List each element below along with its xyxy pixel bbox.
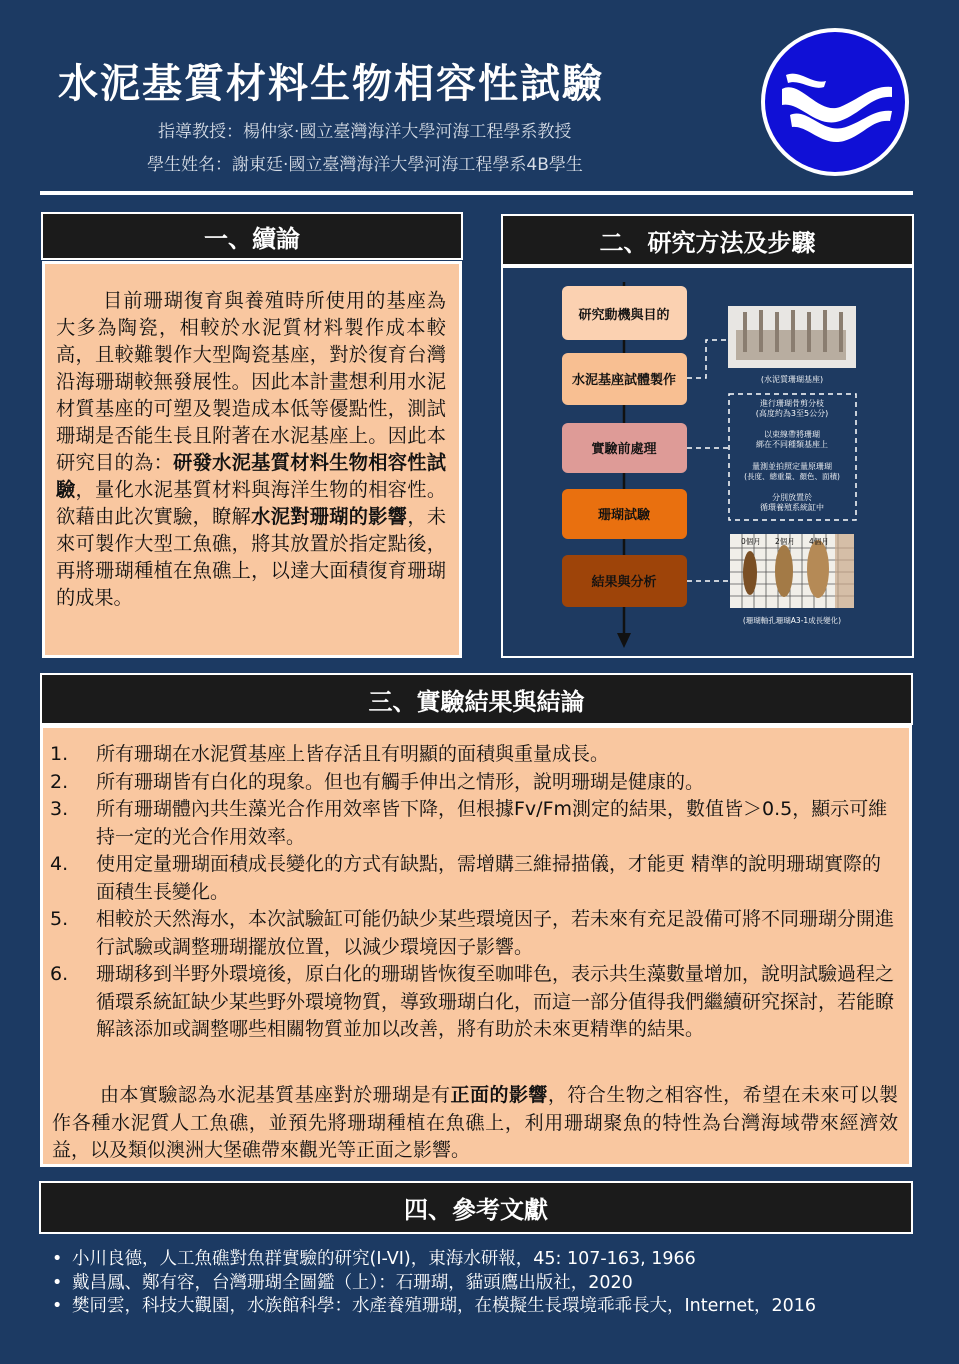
references-heading: 四、參考文獻 bbox=[39, 1181, 913, 1234]
note-line-8: 循環養殖系統缸中 bbox=[760, 503, 824, 512]
note-line-3: 以束線帶將珊瑚 bbox=[764, 430, 820, 439]
note-line-7: 分別放置於 bbox=[772, 493, 812, 502]
growth-label-4: 4個月 bbox=[809, 537, 829, 546]
header-divider bbox=[40, 191, 913, 195]
intro-text-c: ，未來可製作大型工魚礁，將其放置於指定點後，再將珊瑚種植在魚礁上，以達大面積復育珊瑚的成果。 bbox=[56, 505, 447, 609]
student-line: 學生姓名：謝東廷‧國立臺灣海洋大學河海工程學系4B學生 bbox=[147, 155, 583, 175]
note-line-6: (長度、總重量、顏色、面積) bbox=[744, 472, 840, 481]
method-heading: 二、研究方法及步驟 bbox=[501, 214, 914, 266]
intro-bold-a: 研發水泥基質材料生物相容性試驗 bbox=[56, 451, 447, 501]
growth-photo-caption: (珊瑚軸孔珊瑚A3-1成長變化) bbox=[742, 616, 842, 625]
intro-text bbox=[56, 287, 446, 611]
results-list bbox=[50, 741, 900, 1044]
result-item: 5. 相較於天然海水，本次試驗缸可能仍缺少某些環境因子，若未來有充足設備可將不同珊瑚分開進行試驗或調整珊瑚擺放位置，以減少環境因子影響。 bbox=[50, 908, 895, 958]
growth-label-0: 0個月 bbox=[741, 537, 761, 546]
note-line-5: 量測並拍照定量原珊瑚 bbox=[752, 462, 832, 471]
note-line-4: 綁在不同種類基座上 bbox=[756, 440, 828, 449]
conclusion-bold: 正面的影響 bbox=[450, 1084, 548, 1106]
cement-photo-caption: (水泥質珊瑚基座) bbox=[760, 375, 824, 384]
step-label-4: 珊瑚試驗 bbox=[597, 508, 651, 523]
result-item: 1. 所有珊瑚在水泥質基座上皆存活且有明顯的面積與重量成長。 bbox=[50, 743, 610, 765]
intro-text-b: ，量化水泥基質材料與海洋生物的相容性。欲藉由此次實驗，瞭解 bbox=[56, 478, 447, 528]
references-list bbox=[50, 1248, 910, 1319]
step-label-1: 研究動機與目的 bbox=[578, 308, 670, 323]
note-line-1: 進行珊瑚骨剪分枝 bbox=[760, 399, 824, 408]
result-item: 2. 所有珊瑚皆有白化的現象。但也有觸手伸出之情形，說明珊瑚是健康的。 bbox=[50, 770, 705, 793]
reference-item: • 樊同雲，科技大觀園，水族館科學：水產養殖珊瑚，在模擬生長環境乖乖長大，Internet，2016 bbox=[50, 1295, 910, 1319]
university-wave-logo-icon bbox=[760, 27, 910, 177]
poster-title: 水泥基質材料生物相容性試驗 bbox=[58, 61, 604, 107]
flow-arrow-head bbox=[617, 633, 631, 648]
reference-item: • 戴昌鳳、鄭有容，台灣珊瑚全圖鑑（上）：石珊瑚，貓頭鷹出版社，2020 bbox=[50, 1272, 910, 1296]
result-item: 3. 所有珊瑚體內共生藻光合作用效率皆下降，但根據Fv/Fm測定的結果，數值皆＞0.5，顯示可維持一定的光合作用效率。 bbox=[50, 798, 888, 848]
result-item: 6. 珊瑚移到半野外環境後，原白化的珊瑚皆恢復至咖啡色，表示共生藻數量增加，說明試驗過程之循環系統缸缺少某些野外環境物質，導致珊瑚白化，而這一部分值得我們繼續研究探討，若能瞭解該添加或調整哪些相關物質並加以改善，將有助於未來更精準的結果。 bbox=[50, 963, 895, 1040]
step-label-5: 結果與分析 bbox=[591, 575, 657, 590]
step-label-2: 水泥基座試體製作 bbox=[571, 373, 677, 388]
note-line-2: (高度約為3至5公分) bbox=[755, 409, 829, 418]
intro-bold-b: 水泥對珊瑚的影響 bbox=[251, 505, 408, 528]
advisor-line: 指導教授：楊仲家‧國立臺灣海洋大學河海工程學系教授 bbox=[158, 122, 572, 142]
method-panel bbox=[501, 266, 914, 658]
method-flowchart bbox=[503, 268, 912, 656]
cement-base-photo bbox=[728, 306, 856, 368]
intro-heading: 一、續論 bbox=[41, 212, 463, 260]
connector-2 bbox=[687, 340, 728, 378]
conclusion-paragraph: 由本實驗認為水泥基質基座對於珊瑚是有正面的影響，符合生物之相容性，希望在未來可以製作各種水泥質人工魚礁，並預先將珊瑚種植在魚礁上，利用珊瑚聚魚的特性為台灣海域帶來經濟效益，以及類似澳洲大堡礁帶來觀光等正面之影響。 bbox=[52, 1084, 898, 1161]
intro-text-a: 目前珊瑚復育與養殖時所使用的基座為大多為陶瓷，相較於水泥質材料製作成本較高，且較難製作大型陶瓷基座，對於復育台灣沿海珊瑚較無發展性。因此本計畫想利用水泥材質基座的可塑及製造成本低等優點性，測試珊瑚是否能生長且附著在水泥基座上。因此本研究目的為： bbox=[56, 289, 446, 474]
results-heading: 三、實驗結果與結論 bbox=[40, 673, 913, 725]
step-label-3: 實驗前處理 bbox=[591, 442, 657, 457]
growth-label-2: 2個月 bbox=[775, 537, 795, 546]
reference-item: • 小川良德，人工魚礁對魚群實驗的研究(I-VI)，東海水研報，45: 107-163, 1966 bbox=[50, 1248, 910, 1272]
result-item: 4. 使用定量珊瑚面積成長變化的方式有缺點，需增購三維掃描儀，才能更 精準的說明珊瑚實際的面積生長變化。 bbox=[50, 853, 882, 903]
